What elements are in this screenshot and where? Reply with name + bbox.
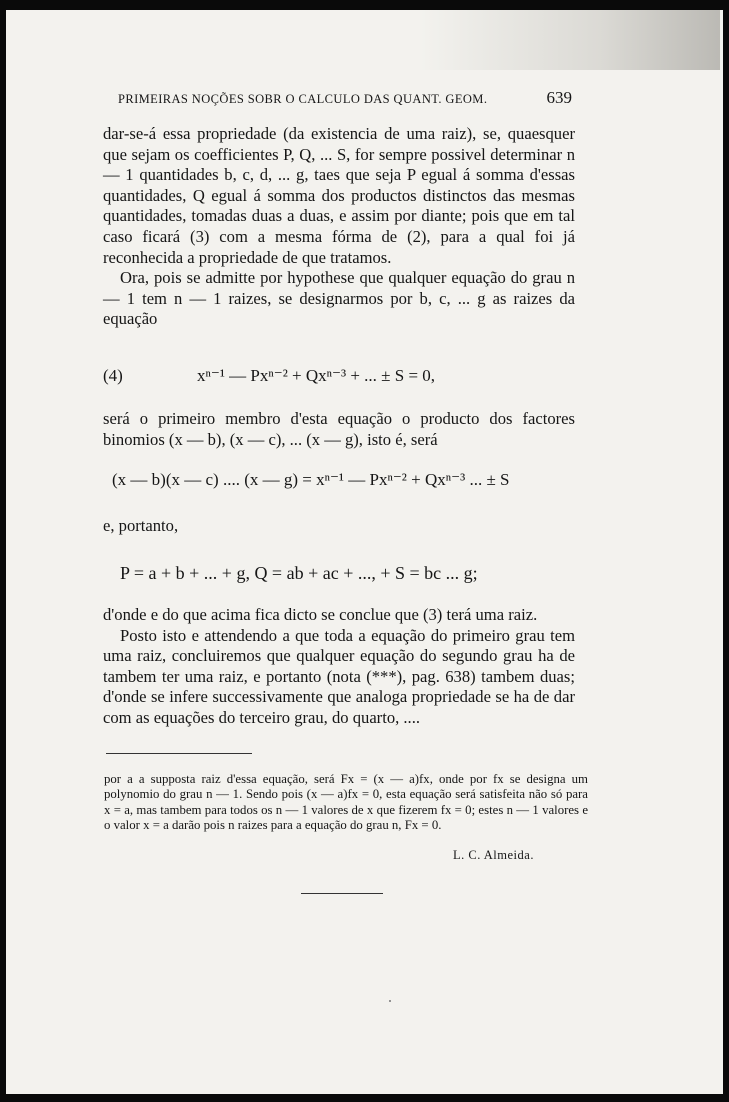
equation-6: P = a + b + ... + g, Q = ab + ac + ..., + S = bc ... g; [120, 563, 478, 583]
running-title: PRIMEIRAS NOÇÕES SOBR O CALCULO DAS QUANT. GEOM. [118, 92, 488, 106]
page-number: 639 [546, 88, 572, 107]
connector-text [103, 516, 575, 537]
main-text [103, 124, 575, 330]
equation-4-number: (4) [103, 366, 123, 385]
text-after-eq6 [103, 605, 575, 729]
equation-5: (x — b)(x — c) .... (x — g) = xⁿ⁻¹ — Pxⁿ⁻² + Qxⁿ⁻³ ... ± S [112, 470, 510, 489]
paragraph-conclusion: d'onde e do que acima fica dicto se conclue que (3) terá uma raiz. [103, 605, 538, 624]
scan-speck [389, 1000, 391, 1002]
scan-shadow [420, 10, 720, 70]
author-signature: L. C. Almeida. [453, 848, 534, 862]
end-rule [301, 893, 383, 894]
footnote-rule [106, 753, 252, 754]
footnote: por a a supposta raiz d'essa equação, será Fx = (x — a)fx, onde por fx se designa um polynomio do grau n — 1. Sendo pois (x — a)fx = 0, esta equação será satisfeita não só para x = a, mas tambem para todos os n — 1 valores de x que fizerem fx = 0; estes n — 1 valores e o valor x = a darão pois n raizes para a equação do grau n, Fx = 0. [104, 772, 588, 833]
text-after-eq4 [103, 409, 575, 450]
running-header [118, 88, 572, 107]
paragraph-final: Posto isto e attendendo a que toda a equação do primeiro grau tem uma raiz, concluiremos que qualquer equação do segundo grau ha de tambem ter uma raiz, e portanto (nota (***), pag. 638) tambem duas; d'onde se infere successivamente que analoga propriedade se ha de dar com as equações do terceiro grau, do quarto, .... [103, 625, 575, 727]
paragraph-2: Ora, pois se admitte por hypothese que qualquer equação do grau n — 1 tem n — 1 raizes, se designarmos por b, c, ... g as raizes da equação [103, 268, 575, 329]
paragraph-1: dar-se-á essa propriedade (da existencia de uma raiz), se, quaesquer que sejam os coefficientes P, Q, ... S, for sempre possivel determinar n — 1 quantidades b, c, d, ... g, taes que seja P egual á somma d'essas quantidades, Q egual á somma dos productos distinctos das mesmas quantidades, tomadas duas a duas, e assim por diante; pois que em tal caso ficará (3) com a mesma fórma de (2), para a qual foi já reconhecida a propriedade de que tratamos. [103, 124, 575, 267]
connector: e, portanto, [103, 516, 179, 535]
paragraph-3: será o primeiro membro d'esta equação o producto dos factores binomios (x — b), (x — c), ... (x — g), isto é, será [103, 409, 575, 449]
equation-4: xⁿ⁻¹ — Pxⁿ⁻² + Qxⁿ⁻³ + ... ± S = 0, [197, 366, 436, 385]
